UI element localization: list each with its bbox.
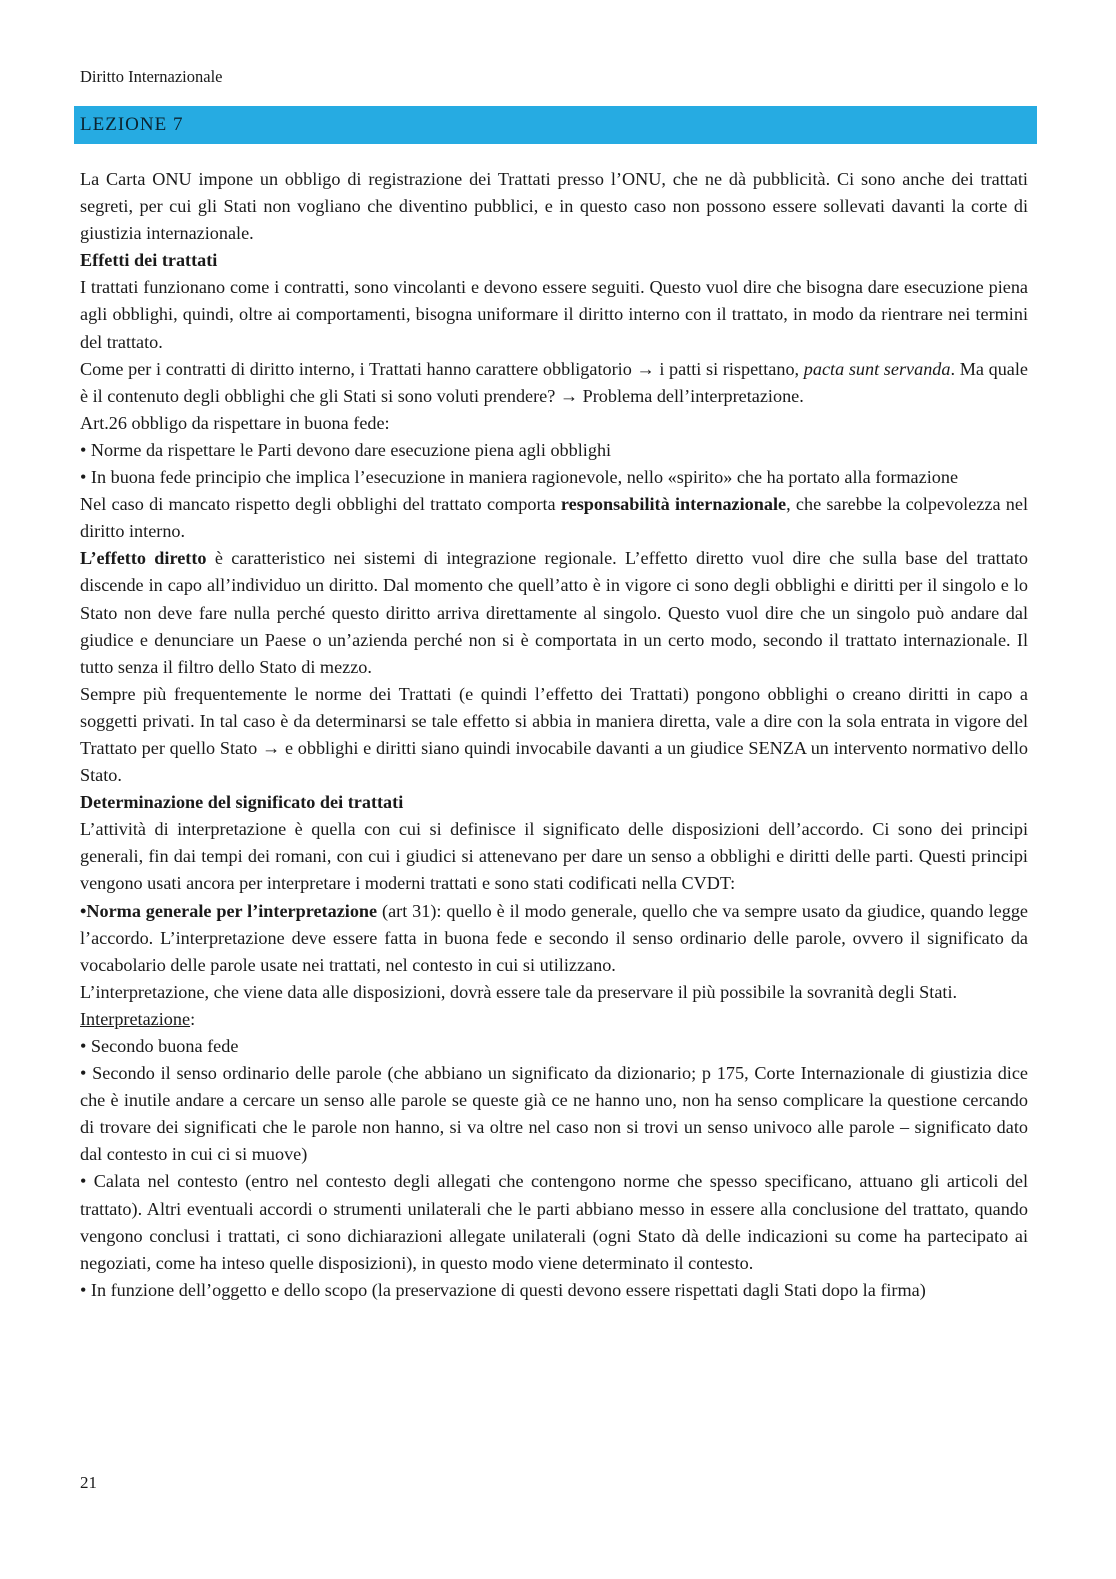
list-item: • In funzione dell’oggetto e dello scopo (la preservazione di questi devono essere rispettati dagli Stati dopo la firma) [80, 1279, 926, 1300]
lesson-title: LEZIONE 7 [80, 114, 184, 135]
page-number: 21 [80, 1473, 97, 1492]
list-item: • Secondo il senso ordinario delle parole (che abbiano un significato da dizionario; p 175, Corte Internazionale di giustizia dice che è inutile andare a cercare un senso alle parole se queste già ce ne hanno uno, non ha senso complicare la questione cercando di trovare dei significati che le parole non hanno, si va oltre nel caso non si trovi un senso univoco alle parole – significato dato dal contesto in cui ci si muove) [80, 1063, 1028, 1165]
text-run: è caratteristico nei sistemi di integrazione regionale. L’effetto diretto vuol dire che sulla base del trattato discende in capo all’individuo un diritto. Dal momento che quell’atto è in vigore ci sono degli obblighi e diritti per il singolo e lo Stato non deve fare nulla perché questo diritto arriva direttamente al singolo. Questo vuol dire che un singolo può andare dal giudice e denunciare un Paese o un’azienda perché non si è comportata in un certo modo, secondo il trattato internazionale. Il tutto senza il filtro dello Stato di mezzo. [80, 548, 1028, 677]
text-run: (art 31): quello è il modo generale, quello che va sempre usato da giudice, quando legge l’accordo. L’interpretazione deve essere fatta in buona fede e secondo il senso ordinario delle parole, ovvero il significato da vocabolario delle parole usate nei trattati, nel contesto in cui si utilizzano. [80, 900, 1028, 975]
text-run: Come per i contratti di diritto interno, i Trattati hanno carattere obbligatorio → i patti si rispettano, [80, 358, 804, 379]
paragraph [80, 898, 1028, 979]
paragraph: I trattati funzionano come i contratti, sono vincolanti e devono essere seguiti. Questo vuol dire che bisogna dare esecuzione piena agli obblighi, quindi, oltre ai comportamenti, bisogna uniformare il diritto interno con il trattato, in modo da rientrare nei termini del trattato. [80, 277, 1028, 352]
text-run: , che sarebbe la colpevolezza nel diritto interno. [80, 494, 1028, 542]
text-run: : [190, 1008, 196, 1029]
list-item: • Secondo buona fede [80, 1036, 239, 1056]
text-run: . Ma quale è il contenuto degli obblighi che gli Stati si sono voluti prendere? → Problema dell’interpretazione. [80, 358, 1028, 406]
subheading [80, 1006, 1028, 1033]
bold-term: •Norma generale per l’interpretazione [80, 900, 378, 921]
running-header: Diritto Internazionale [80, 67, 223, 86]
document-body [80, 166, 1028, 1304]
paragraph: L’attività di interpretazione è quella con cui si definisce il significato delle disposizioni dell’accordo. Ci sono dei principi generali, fin dai tempi dei romani, con cui i giudici si attenevano per dare un senso a obblighi e diritti delle parti. Questi principi vengono usati ancora per interpretare i moderni trattati e sono stati codificati nella CVDT: [80, 819, 1028, 894]
paragraph [80, 491, 1028, 545]
lesson-title-bar [74, 106, 1037, 144]
paragraph: Art.26 obbligo da rispettare in buona fede: [80, 412, 390, 433]
section-heading-meaning: Determinazione del significato dei trattati [80, 792, 404, 813]
paragraph [80, 545, 1028, 680]
paragraph [80, 356, 1028, 410]
paragraph: Sempre più frequentemente le norme dei Trattati (e quindi l’effetto dei Trattati) pongono obblighi o creano diritti in capo a soggetti privati. In tal caso è da determinarsi se tale effetto si abbia in maniera diretta, vale a dire con la sola entrata in vigore del Trattato per quello Stato → e obblighi e diritti siano quindi invocabile davanti a un giudice SENZA un intervento normativo dello Stato. [80, 683, 1028, 786]
intro-paragraph: La Carta ONU impone un obbligo di registrazione dei Trattati presso l’ONU, che ne dà pubblicità. Ci sono anche dei trattati segreti, per cui gli Stati non vogliano che diventino pubblici, e in questo caso non possono essere sollevati davanti la corte di giustizia internazionale. [80, 169, 1028, 244]
text-run: Nel caso di mancato rispetto degli obblighi del trattato comporta [80, 494, 561, 515]
list-item: • In buona fede principio che implica l’esecuzione in maniera ragionevole, nello «spirito» che ha portato alla formazione [80, 467, 959, 488]
section-heading-effects: Effetti dei trattati [80, 250, 218, 271]
bold-term: responsabilità internazionale [560, 494, 787, 515]
paragraph: L’interpretazione, che viene data alle disposizioni, dovrà essere tale da preservare il più possibile la sovranità degli Stati. [80, 981, 958, 1002]
latin-phrase: pacta sunt servanda [803, 358, 951, 379]
underlined-label: Interpretazione [80, 1008, 191, 1029]
bold-term: L’effetto diretto [80, 548, 207, 569]
list-item: • Norme da rispettare le Parti devono dare esecuzione piena agli obblighi [80, 439, 612, 460]
list-item: • Calata nel contesto (entro nel contesto degli allegati che contengono norme che spesso specificano, attuano gli articoli del trattato). Altri eventuali accordi o strumenti unilaterali che le parti abbiano messo in essere alla conclusione del trattato, quando vengono conclusi i trattati, ci sono dichiarazioni allegate unilaterali (ogni Stato dà delle indicazioni su come ha partecipato ai negoziati, come ha inteso quelle disposizioni), in questo modo viene determinato il contesto. [80, 1171, 1028, 1273]
